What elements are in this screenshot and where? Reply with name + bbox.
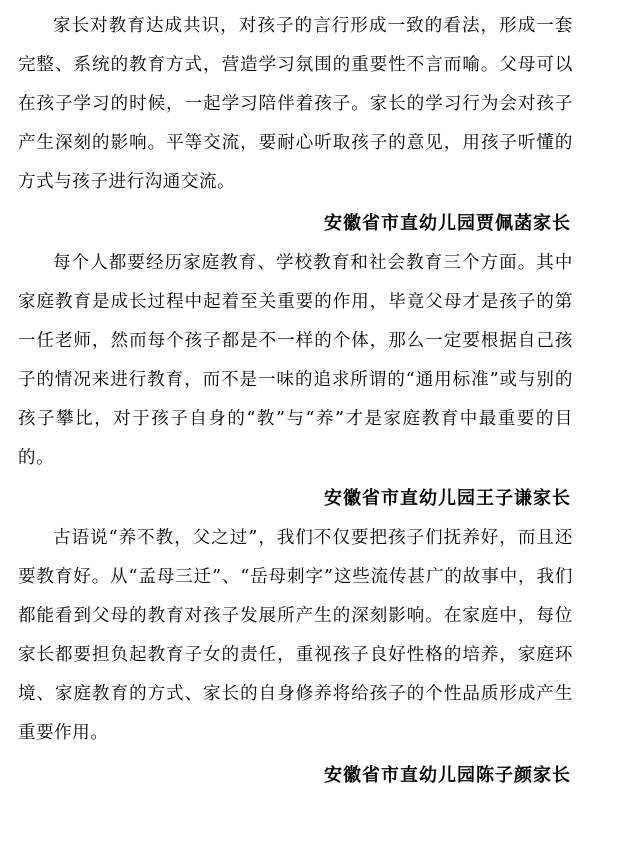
paragraph-parent-comment-1: 家长对教育达成共识，对孩子的言行形成一致的看法，形成一套完整、系统的教育方式，营造学习氛围的重要性不言而喻。父母可以在孩子学习的时候，一起学习陪伴着孩子。家长的学习行为会对孩子产生深刻的影响。平等交流，要耐心听取孩子的意见，用孩子听懂的方式与孩子进行沟通交流。 [18,16,573,192]
signature-parent-1: 安徽省市直幼儿园贾佩菡家长 [324,213,571,234]
paragraph-parent-comment-2: 每个人都要经历家庭教育、学校教育和社会教育三个方面。其中家庭教育是成长过程中起着至关重要的作用，毕竟父母才是孩子的第一任老师，然而每个孩子都是不一样的个体，那么一定要根据自己孩子的情况来进行教育，而不是一味的追求所谓的“通用标准”或与别的孩子攀比，对于孩子自身的“教”与“养”才是家庭教育中最重要的目的。 [18,253,573,468]
signature-parent-3: 安徽省市直幼儿园陈子颜家长 [324,765,571,786]
paragraph-parent-comment-3: 古语说“养不教，父之过”，我们不仅要把孩子们抚养好，而且还要教育好。从“孟母三迁”、“岳母刺字”这些流传甚广的故事中，我们都能看到父母的教育对孩子发展所产生的深刻影响。在家庭中，每位家长都要担负起教育子女的责任，重视孩子良好性格的培养，家庭环境、家庭教育的方式、家长的自身修养将给孩子的个性品质形成产生重要作用。 [18,528,573,743]
document-page [18,0,573,796]
signature-parent-2: 安徽省市直幼儿园王子谦家长 [324,488,571,509]
